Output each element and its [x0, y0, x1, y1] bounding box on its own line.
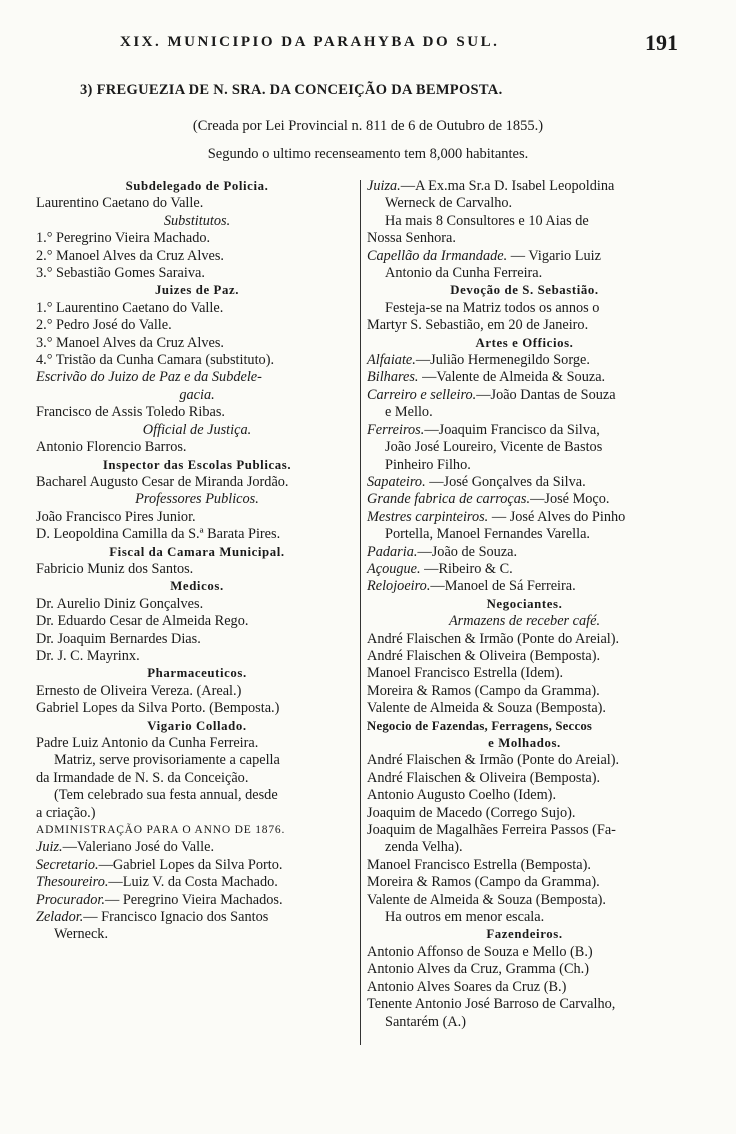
officer-line — [36, 857, 358, 874]
running-header — [0, 30, 736, 60]
trade-name: — José Alves do Pinho — [491, 508, 626, 525]
heading-subdelegado: Subdelegado de Policia. — [125, 179, 269, 193]
officer-line — [36, 909, 358, 926]
trade-name: —José Moço. — [530, 491, 610, 508]
list-item: 1.° Laurentino Caetano do Valle. — [36, 299, 224, 316]
heading-medicos: Medicos. — [170, 579, 224, 594]
list-item: André Flaischen & Irmão (Ponte do Areial). — [367, 630, 620, 647]
officer-name: — Francisco Ignacio dos Santos — [83, 909, 269, 926]
list-item: 2.° Manoel Alves da Cruz Alves. — [36, 247, 224, 264]
trade-name: —João Dantas de Souza — [476, 386, 616, 403]
heading-pharmaceuticos: Pharmaceuticos. — [147, 666, 247, 681]
trade-line — [367, 474, 682, 491]
paragraph-line: Ha outros em menor escala. — [385, 909, 545, 926]
trade-name: —Valente de Almeida & Souza. — [422, 369, 606, 386]
entry: Bacharel Augusto Cesar de Miranda Jordão. — [36, 473, 289, 490]
heading-fazendas: Negocio de Fazendas, Ferragens, Seccos — [367, 718, 593, 733]
paragraph-line: Werneck. — [54, 926, 109, 943]
list-item: Manoel Francisco Estrella (Bemposta). — [367, 856, 591, 873]
list-item: Moreira & Ramos (Campo da Gramma). — [367, 874, 600, 891]
list-item: Dr. Joaquim Bernardes Dias. — [36, 630, 201, 647]
creation-note: (Creada por Lei Provincial n. 811 de 6 de Outubro de 1855.) — [192, 118, 544, 134]
trade-label: Relojoeiro. — [367, 578, 431, 595]
list-item: André Flaischen & Irmão (Ponte do Areial). — [367, 752, 620, 769]
section-title: 3) FREGUEZIA DE N. SRA. DA CONCEIÇÃO DA BEMPOSTA. — [80, 82, 503, 98]
page-number: 191 — [645, 30, 678, 55]
trade-line — [367, 491, 682, 508]
left-column — [36, 178, 358, 944]
list-item: Gabriel Lopes da Silva Porto. (Bemposta.) — [36, 700, 280, 717]
role-label: Capellão da Irmandade. — [367, 247, 508, 264]
trade-line — [367, 578, 682, 595]
paragraph-line: Festeja-se na Matriz todos os annos o — [385, 299, 600, 316]
role-label: Juiza. — [367, 178, 401, 194]
list-item: 1.° Peregrino Vieira Machado. — [36, 230, 211, 247]
officer-name: —A Ex.ma Sr.a D. Isabel Leopoldina — [400, 178, 615, 194]
trade-label: Ferreiros. — [367, 421, 425, 438]
role-label: Zelador. — [36, 909, 84, 926]
heading-negociantes: Negociantes. — [486, 596, 563, 611]
trade-line — [367, 509, 682, 526]
paragraph-line: Portella, Manoel Fernandes Varella. — [385, 526, 590, 543]
list-item: André Flaischen & Oliveira (Bemposta). — [367, 769, 601, 786]
entry: Padre Luiz Antonio da Cunha Ferreira. — [36, 735, 259, 751]
officer-name: — Peregrino Vieira Machados. — [104, 891, 283, 908]
entry: Francisco de Assis Toledo Ribas. — [36, 404, 225, 421]
list-item: 4.° Tristão da Cunha Camara (substituto). — [36, 352, 275, 369]
heading-professores: Professores Publicos. — [135, 491, 259, 508]
heading-fiscal: Fiscal da Camara Municipal. — [109, 544, 285, 559]
heading-fazendeiros: Fazendeiros. — [486, 927, 563, 942]
trade-label: Bilhares. — [367, 369, 419, 386]
paragraph-line: e Mello. — [385, 404, 433, 421]
officer-line — [367, 178, 682, 195]
entry: Fabricio Muniz dos Santos. — [36, 560, 194, 577]
paragraph-line: Santarém (A.) — [385, 1013, 466, 1030]
paragraph-line: (Tem celebrado sua festa annual, desde — [54, 787, 278, 804]
officer-line — [36, 839, 358, 856]
right-column — [367, 178, 682, 1031]
trade-name: —Ribeiro & C. — [424, 560, 513, 577]
role-label: Secretario. — [36, 856, 99, 873]
paragraph-line: Werneck de Carvalho. — [385, 195, 513, 212]
trade-label: Grande fabrica de carroças. — [367, 491, 531, 508]
trade-label: Carreiro e selleiro. — [367, 386, 477, 403]
officer-name: —Gabriel Lopes da Silva Porto. — [98, 856, 283, 873]
paragraph-line: João José Loureiro, Vicente de Bastos — [385, 439, 603, 456]
paragraph-line: Martyr S. Sebastião, em 20 de Janeiro. — [367, 317, 589, 334]
trade-name: —Joaquim Francisco da Silva, — [424, 421, 600, 438]
trade-name: —João de Souza. — [417, 543, 518, 560]
officer-name: —Valeriano José do Valle. — [62, 839, 215, 856]
trade-name: —José Gonçalves da Silva. — [429, 473, 586, 490]
column-divider — [360, 180, 361, 1045]
list-item: Valente de Almeida & Souza (Bemposta). — [367, 891, 607, 908]
heading-fazendas-cont: e Molhados. — [488, 736, 561, 750]
heading-escrivao: Escrivão do Juizo de Paz e da Subdele- — [36, 369, 262, 386]
paragraph-line: a criação.) — [36, 804, 96, 821]
paragraph-line: Antonio da Cunha Ferreira. — [385, 265, 543, 282]
trade-name: —Julião Hermenegildo Sorge. — [415, 352, 590, 369]
trade-line — [367, 544, 682, 561]
trade-label: Alfaiate. — [367, 352, 416, 369]
list-item: 3.° Manoel Alves da Cruz Alves. — [36, 334, 224, 351]
trade-label: Padaria. — [367, 543, 418, 560]
role-label: Juiz. — [36, 839, 63, 856]
list-item: 2.° Pedro José do Valle. — [36, 317, 172, 334]
list-item: Dr. Aurelio Diniz Gonçalves. — [36, 595, 204, 612]
paragraph-line: zenda Velha). — [385, 839, 463, 856]
list-item: Manoel Francisco Estrella (Idem). — [367, 665, 564, 682]
trade-line — [367, 387, 682, 404]
trade-line — [367, 352, 682, 369]
officer-line — [367, 248, 682, 265]
paragraph-line: Nossa Senhora. — [367, 230, 456, 247]
list-item: Antonio Augusto Coelho (Idem). — [367, 787, 557, 804]
list-item: Moreira & Ramos (Campo da Gramma). — [367, 682, 600, 699]
entry: Laurentino Caetano do Valle. — [36, 195, 204, 212]
heading-artes: Artes e Officios. — [475, 335, 574, 350]
running-title: XIX. MUNICIPIO DA PARAHYBA DO SUL. — [120, 34, 500, 50]
officer-line — [36, 892, 358, 909]
list-item: 3.° Sebastião Gomes Saraiva. — [36, 265, 205, 282]
list-item: Dr. J. C. Mayrinx. — [36, 647, 140, 664]
paragraph-line: da Irmandade de N. S. da Conceição. — [36, 769, 249, 786]
heading-substitutos: Substitutos. — [163, 212, 231, 229]
trade-name: —Manoel de Sá Ferreira. — [430, 578, 576, 595]
role-label: Thesoureiro. — [36, 874, 109, 891]
list-item: Valente de Almeida & Souza (Bemposta). — [367, 700, 607, 717]
officer-name: —Luiz V. da Costa Machado. — [108, 874, 278, 891]
heading-armazens: Armazens de receber café. — [448, 613, 601, 630]
list-item: Tenente Antonio José Barroso de Carvalho, — [367, 996, 616, 1013]
list-item: Antonio Alves Soares da Cruz (B.) — [367, 978, 567, 995]
heading-inspector: Inspector das Escolas Publicas. — [102, 457, 292, 472]
list-item: Antonio Affonso de Souza e Mello (B.) — [367, 943, 593, 960]
trade-label: Sapateiro. — [367, 473, 426, 490]
trade-line — [367, 422, 682, 439]
list-item: Dr. Eduardo Cesar de Almeida Rego. — [36, 613, 249, 630]
list-item: Ernesto de Oliveira Vereza. (Areal.) — [36, 682, 242, 699]
trade-label: Açougue. — [367, 560, 421, 577]
heading-juizes: Juizes de Paz. — [154, 283, 240, 298]
paragraph-line: Matriz, serve provisoriamente a capella — [54, 752, 280, 769]
list-item: Antonio Alves da Cruz, Gramma (Ch.) — [367, 961, 589, 978]
heading-devocao: Devoção de S. Sebastião. — [450, 283, 599, 298]
paragraph-line: Ha mais 8 Consultores e 10 Aias de — [385, 212, 589, 229]
list-item: Joaquim de Magalhães Ferreira Passos (Fa- — [367, 822, 616, 839]
list-item: Joaquim de Macedo (Corrego Sujo). — [367, 804, 576, 821]
heading-official: Official de Justiça. — [142, 421, 252, 438]
paragraph-line: Pinheiro Filho. — [385, 456, 471, 473]
list-item: João Francisco Pires Junior. — [36, 508, 196, 525]
officer-line — [36, 874, 358, 891]
heading-escrivao-cont: gacia. — [179, 386, 215, 403]
trade-line — [367, 561, 682, 578]
trade-line — [367, 369, 682, 386]
list-item: André Flaischen & Oliveira (Bemposta). — [367, 647, 601, 664]
heading-administracao: ADMINISTRAÇÃO PARA O ANNO DE 1876. — [36, 824, 286, 837]
census-note: Segundo o ultimo recenseamento tem 8,000 habitantes. — [207, 146, 529, 162]
role-label: Procurador. — [36, 891, 105, 908]
trade-label: Mestres carpinteiros. — [367, 508, 489, 525]
officer-name: — Vigario Luiz — [510, 247, 601, 264]
list-item: D. Leopoldina Camilla da S.ª Barata Pires. — [36, 526, 281, 543]
heading-vigario: Vigario Collado. — [147, 718, 247, 733]
entry: Antonio Florencio Barros. — [36, 439, 187, 456]
